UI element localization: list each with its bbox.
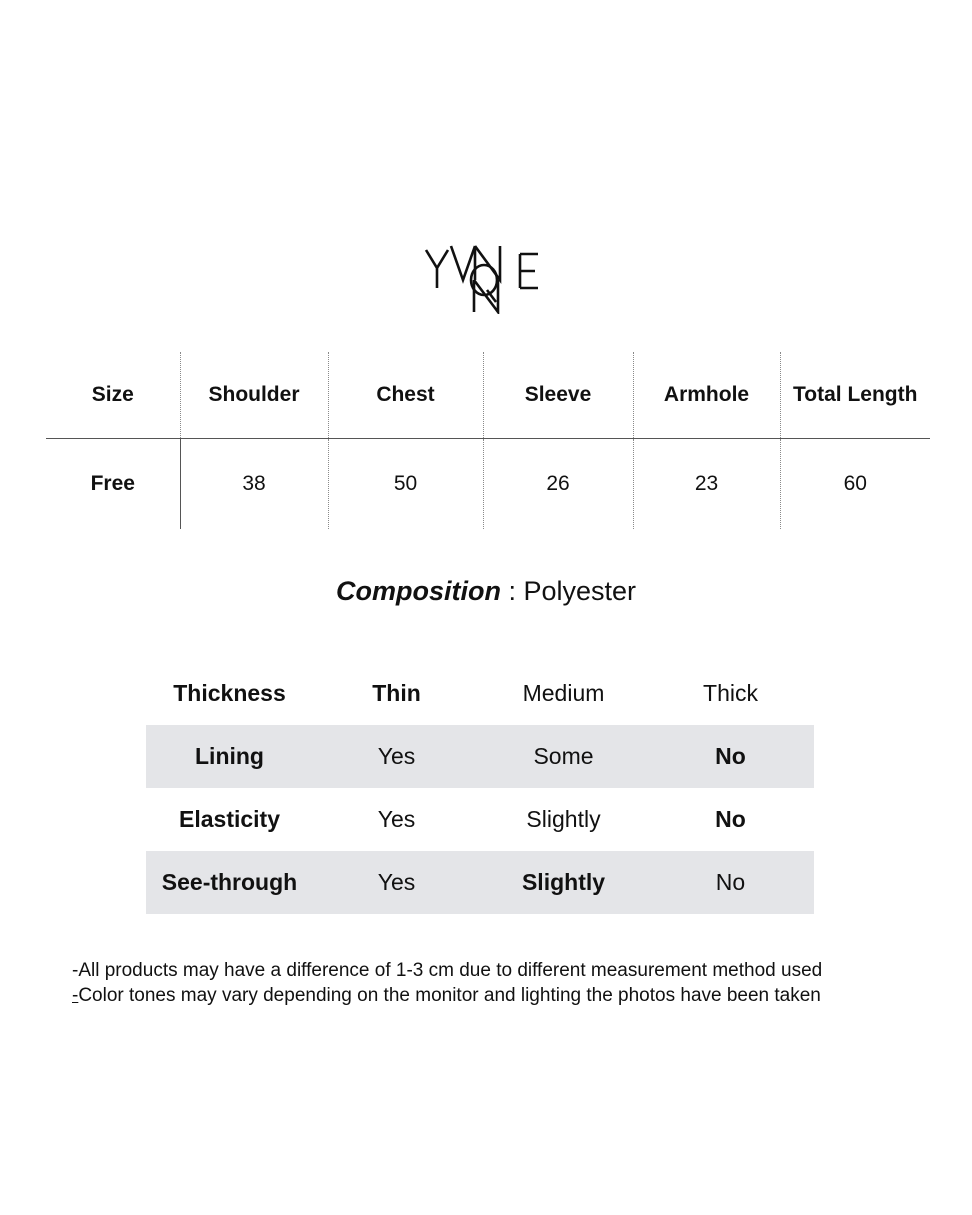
chest-value: 50: [328, 439, 483, 530]
fabric-option: Some: [480, 725, 647, 788]
composition-line: [0, 576, 972, 607]
fabric-option: Yes: [313, 851, 480, 914]
fabric-info-table: [146, 662, 814, 914]
shoulder-value: 38: [180, 439, 328, 530]
fabric-row-label: See-through: [146, 851, 313, 914]
fabric-row-lining: [146, 725, 814, 788]
note-measurement: -All products may have a difference of 1-3 cm due to different measurement method used: [72, 960, 823, 981]
fabric-option: Slightly: [526, 806, 601, 832]
size-chart-table: [46, 352, 930, 529]
total-length-value: 60: [780, 439, 930, 530]
size-chart-header-row: [46, 352, 930, 439]
fabric-row-label: Lining: [146, 725, 313, 788]
composition-separator: :: [500, 576, 524, 606]
fabric-row-elasticity: [146, 788, 814, 851]
fabric-option: Thick: [703, 680, 758, 706]
fabric-option: Yes: [313, 725, 480, 788]
header-total-length: Total Length: [780, 352, 930, 439]
header-chest: Chest: [328, 352, 483, 439]
fabric-option: Medium: [522, 680, 605, 706]
size-value: Free: [46, 439, 180, 530]
composition-label: Composition: [335, 576, 501, 606]
composition-value: Polyester: [523, 576, 637, 606]
fabric-option-selected: No: [647, 725, 814, 788]
header-sleeve: Sleeve: [483, 352, 633, 439]
note-color-text: Color tones may vary depending on the monitor and lighting the photos have been taken: [78, 985, 821, 1006]
fabric-option-selected: Thin: [372, 680, 421, 706]
brand-logo: [424, 240, 544, 314]
fabric-option: No: [647, 851, 814, 914]
table-row: [46, 439, 930, 530]
header-shoulder: Shoulder: [180, 352, 328, 439]
fabric-row-label: Thickness: [173, 680, 286, 706]
fabric-option-selected: No: [715, 806, 746, 832]
note-color: [72, 983, 932, 1008]
fabric-option: Yes: [377, 806, 416, 832]
fabric-row-see-through: [146, 851, 814, 914]
disclaimer-notes: [72, 958, 932, 1008]
armhole-value: 23: [633, 439, 780, 530]
sleeve-value: 26: [483, 439, 633, 530]
fabric-row-label: Elasticity: [179, 806, 280, 832]
fabric-row-thickness: [146, 662, 814, 725]
fabric-option-selected: Slightly: [480, 851, 647, 914]
header-size: Size: [91, 383, 134, 406]
header-armhole: Armhole: [633, 352, 780, 439]
note-color-dash: -: [72, 985, 79, 1006]
